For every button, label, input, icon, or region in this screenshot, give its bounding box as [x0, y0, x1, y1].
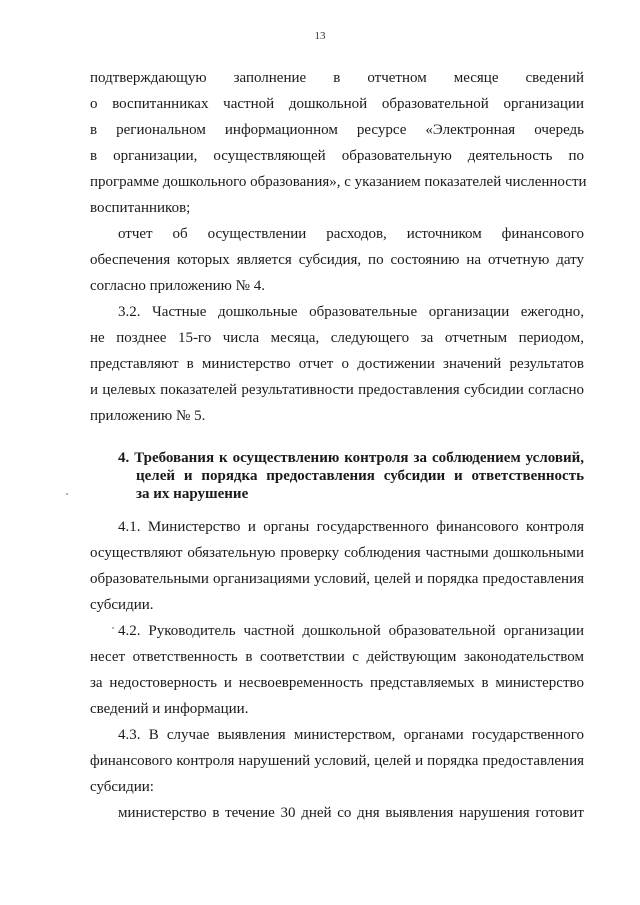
text-line: финансового контроля нарушений условий, целей и порядка предоставления [90, 753, 584, 769]
page-number: 13 [314, 30, 326, 42]
text-line: субсидии. [90, 597, 154, 613]
text-line: отчет об осуществлении расходов, источником финансового [118, 226, 584, 242]
text-line: министерство в течение 30 дней со дня выявления нарушения готовит [118, 805, 584, 821]
text-line: о воспитанниках частной дошкольной образовательной организации [90, 96, 584, 112]
text-line: осуществляют обязательную проверку соблюдения частными дошкольными [90, 545, 584, 561]
text-line: программе дошкольного образования», с указанием показателей численности [90, 174, 587, 190]
text-line: несет ответственность в соответствии с действующим законодательством [90, 649, 584, 665]
text-line: сведений и информации. [90, 701, 249, 717]
scan-speck [66, 493, 68, 495]
text-line: 4.2. Руководитель частной дошкольной образовательной организации [118, 623, 584, 639]
text-line: 3.2. Частные дошкольные образовательные организации ежегодно, [118, 304, 584, 320]
section-heading: 4. Требования к осуществлению контроля за соблюдением условий, [118, 450, 584, 466]
text-line: согласно приложению № 4. [90, 278, 265, 294]
section-heading: за их нарушение [136, 486, 249, 502]
scan-speck [112, 627, 114, 629]
text-line: подтверждающую заполнение в отчетном месяце сведений [90, 70, 584, 86]
text-line: представляют в министерство отчет о достижении значений результатов [90, 356, 584, 372]
text-line: не позднее 15-го числа месяца, следующего за отчетным периодом, [90, 330, 584, 346]
text-line: за недостоверность и несвоевременность представляемых в министерство [90, 675, 584, 691]
text-line: и целевых показателей результативности предоставления субсидии согласно [90, 382, 584, 398]
text-line: воспитанников; [90, 200, 191, 216]
text-line: в региональном информационном ресурсе «Электронная очередь [90, 122, 584, 138]
text-line: 4.1. Министерство и органы государственного финансового контроля [118, 519, 584, 535]
text-line: в организации, осуществляющей образовательную деятельность по [90, 148, 584, 164]
text-line: 4.3. В случае выявления министерством, органами государственного [118, 727, 584, 743]
text-line: приложению № 5. [90, 408, 206, 424]
text-line: обеспечения которых является субсидия, по состоянию на отчетную дату [90, 252, 584, 268]
section-heading: целей и порядка предоставления субсидии и ответственность [136, 468, 584, 484]
text-line: образовательными организациями условий, целей и порядка предоставления [90, 571, 584, 587]
text-line: субсидии: [90, 779, 154, 795]
